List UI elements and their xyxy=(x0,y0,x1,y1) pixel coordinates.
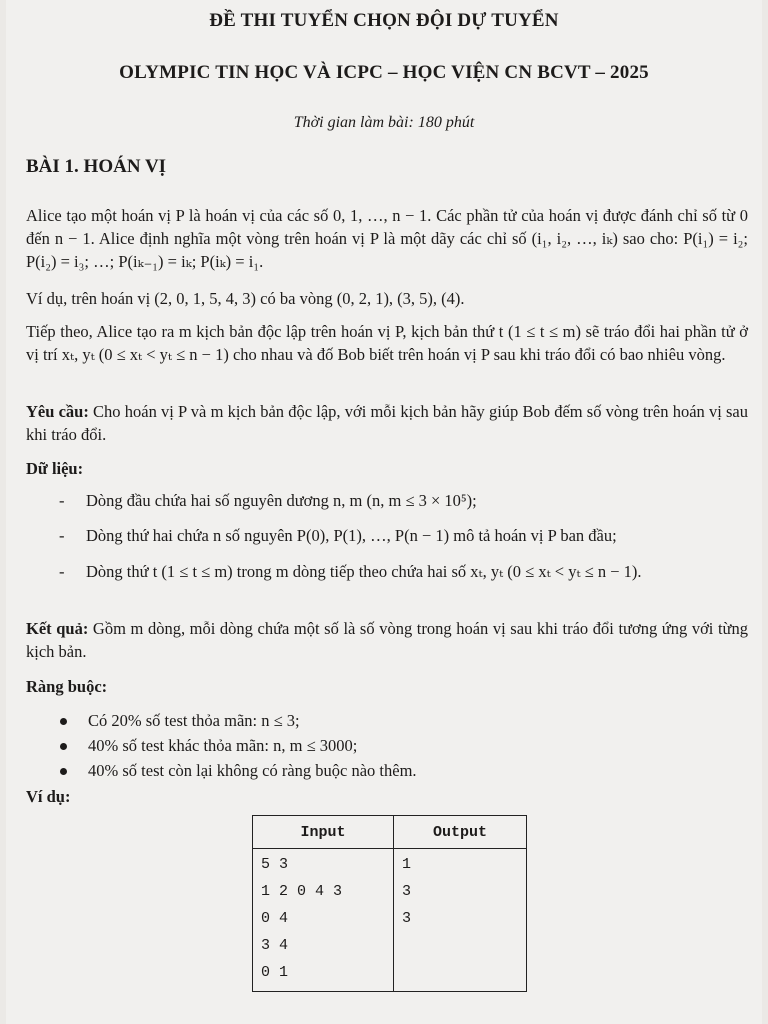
exam-subtitle: OLYMPIC TIN HỌC VÀ ICPC – HỌC VIỆN CN BCVT – 2025 xyxy=(119,62,649,83)
input-line: 5 3 xyxy=(261,856,289,873)
bullet-dot-icon xyxy=(60,768,67,775)
output-paragraph xyxy=(26,617,748,663)
output-text: Gồm m dòng, mỗi dòng chứa một số là số vòng trong hoán vị sau khi tráo đổi tương ứng với từng kịch bản. xyxy=(26,619,748,661)
dash-marker: - xyxy=(59,562,65,581)
input-cell xyxy=(253,849,394,992)
paragraph-example: Ví dụ, trên hoán vị (2, 0, 1, 5, 4, 3) có ba vòng (0, 2, 1), (3, 5), (4). xyxy=(26,289,465,308)
input-header: Input xyxy=(253,816,394,849)
output-label: Kết quả: xyxy=(26,619,89,638)
input-label: Dữ liệu: xyxy=(26,459,84,478)
constraint-text: Có 20% số test thỏa mãn: n ≤ 3; xyxy=(88,711,300,730)
exam-title: ĐỀ THI TUYỂN CHỌN ĐỘI DỰ TUYỂN xyxy=(209,10,559,31)
constraint-text: 40% số test khác thỏa mãn: n, m ≤ 3000; xyxy=(88,736,358,755)
output-cell xyxy=(394,849,527,992)
output-line: 1 xyxy=(402,856,412,873)
output-line: 3 xyxy=(402,883,412,900)
input-item-text: Dòng thứ hai chứa n số nguyên P(0), P(1), …, P(n − 1) mô tả hoán vị P ban đầu; xyxy=(86,526,617,545)
problem-title: BÀI 1. HOÁN VỊ xyxy=(26,156,167,177)
input-line: 3 4 xyxy=(261,937,289,954)
request-text: Cho hoán vị P và m kịch bản độc lập, với mỗi kịch bản hãy giúp Bob đếm số vòng trên hoán vị sau khi tráo đổi. xyxy=(26,402,748,444)
example-body-row xyxy=(253,849,527,992)
input-line: 0 1 xyxy=(261,964,289,981)
paragraph-scenarios: Tiếp theo, Alice tạo ra m kịch bản độc lập trên hoán vị P, kịch bản thứ t (1 ≤ t ≤ m) sẽ tráo đổi hai phần tử ở vị trí xₜ, yₜ (0 ≤ xₜ < yₜ ≤ n − 1) cho nhau và đố Bob biết trên hoán vị P sau khi tráo đổi có bao nhiêu vòng. xyxy=(26,322,748,364)
input-line: 0 4 xyxy=(261,910,289,927)
paragraph-definition: Alice tạo một hoán vị P là hoán vị của các số 0, 1, …, n − 1. Các phần tử của hoán vị được đánh chỉ số từ 0 đến n − 1. Alice định nghĩa một vòng trên hoán vị P là một dãy các chỉ số (i₁, i₂, …, iₖ) sao cho: P(i₁) = i₂; P(i₂) = i₃; …; P(iₖ₋₁) = iₖ; P(iₖ) = i₁. xyxy=(26,206,748,271)
constraint-text: 40% số test còn lại không có ràng buộc nào thêm. xyxy=(88,761,417,780)
input-line: 1 2 0 4 3 xyxy=(261,883,343,900)
request-paragraph xyxy=(26,400,748,446)
request-label: Yêu cầu: xyxy=(26,402,89,421)
output-line: 3 xyxy=(402,910,412,927)
example-table xyxy=(252,815,527,992)
time-limit: Thời gian làm bài: 180 phút xyxy=(293,114,475,131)
constraints-label: Ràng buộc: xyxy=(26,677,108,696)
bullet-dot-icon xyxy=(60,718,67,725)
dash-marker: - xyxy=(59,526,65,545)
bullet-dot-icon xyxy=(60,743,67,750)
example-label: Ví dụ: xyxy=(26,787,71,806)
example-header-row xyxy=(253,816,527,849)
input-item-text: Dòng đầu chứa hai số nguyên dương n, m (n, m ≤ 3 × 10⁵); xyxy=(86,491,477,510)
dash-marker: - xyxy=(59,491,65,510)
output-header: Output xyxy=(394,816,527,849)
input-item-text: Dòng thứ t (1 ≤ t ≤ m) trong m dòng tiếp theo chứa hai số xₜ, yₜ (0 ≤ xₜ < yₜ ≤ n − 1). xyxy=(86,562,642,581)
